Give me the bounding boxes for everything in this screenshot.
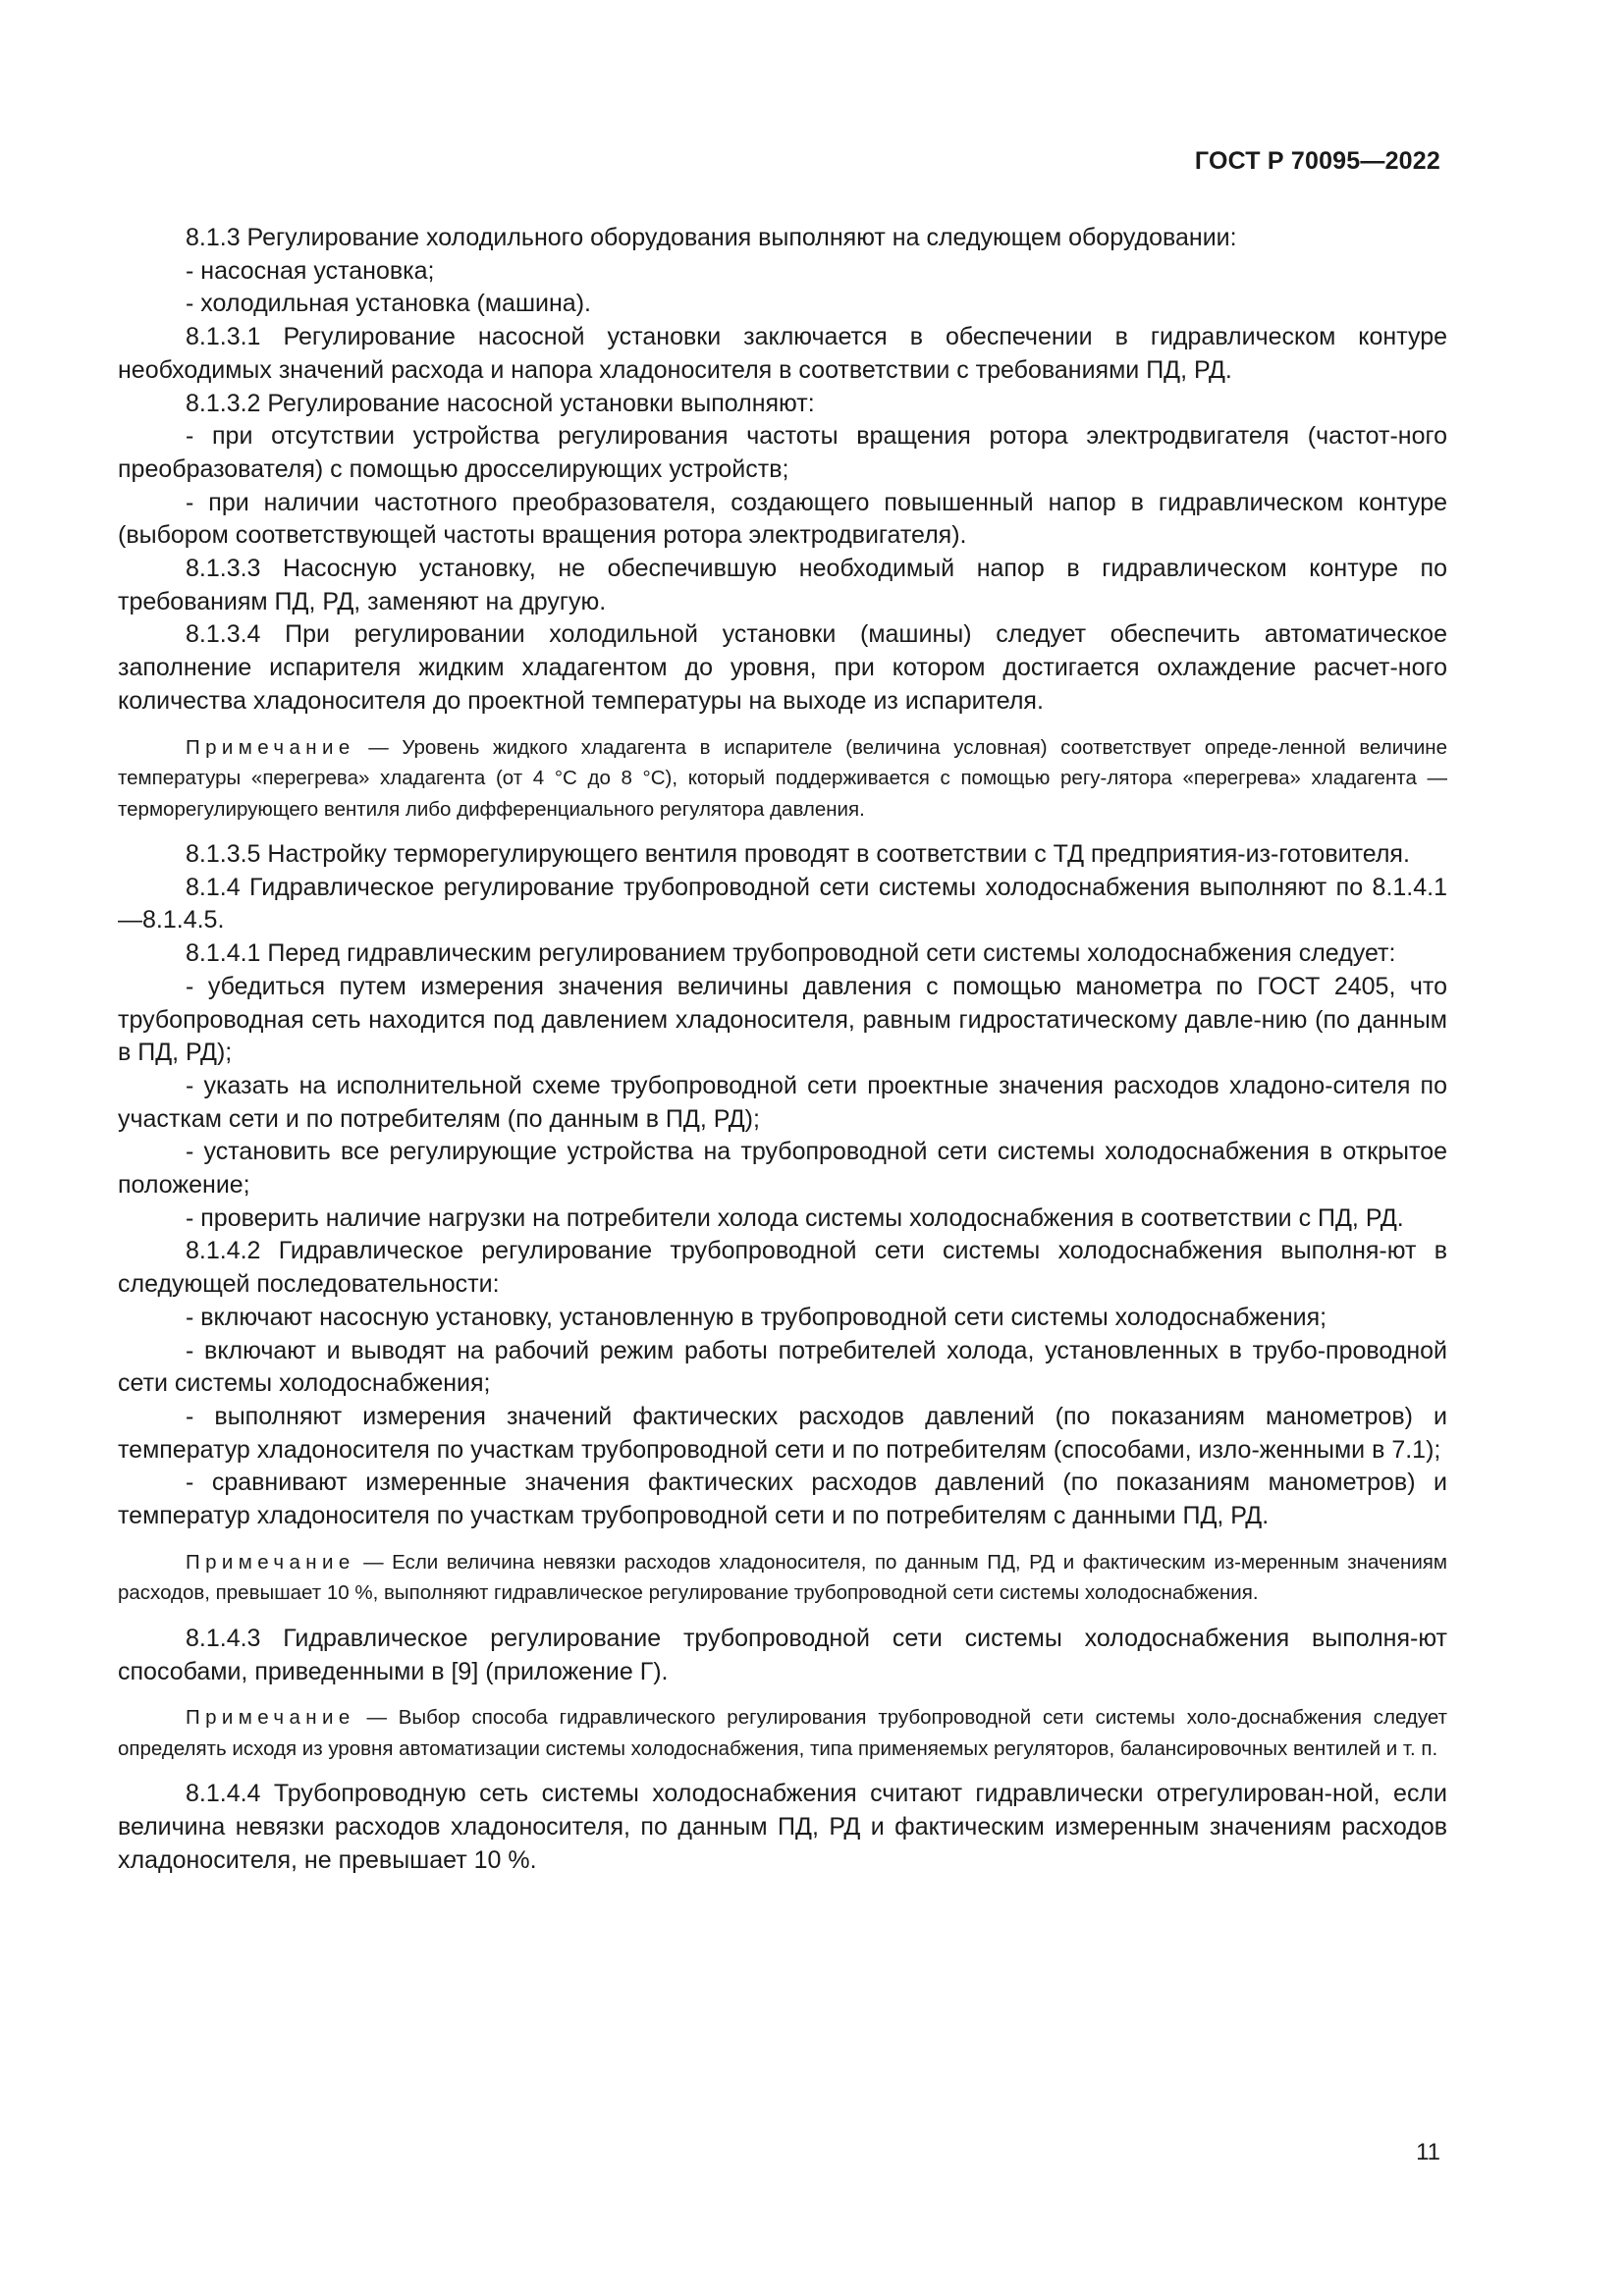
paragraph-8-1-3-1: 8.1.3.1 Регулирование насосной установки заключается в обеспечении в гидравлическом контуре необходимых значений расхода и напора хладоносителя в соответствии с требованиями ПД, РД. (118, 323, 1447, 384)
note-regulation-method (118, 1702, 1447, 1764)
list-item-check-load: - проверить наличие нагрузки на потребители холода системы холодоснабжения в соответствии с ПД, РД. (186, 1203, 1404, 1232)
list-item-pump-unit: - насосная установка; (186, 256, 435, 285)
list-item-no-frequency-converter: - при отсутствии устройства регулирования частоты вращения ротора электродвигателя (частот-ного преобразователя) с помощью дросселирующих устройств; (118, 422, 1447, 483)
paragraph-8-1-4-4: 8.1.4.4 Трубопроводную сеть системы холодоснабжения считают гидравлически отрегулирован-ной, если величина невязки расходов хладоносителя, по данным ПД, РД и фактическим измеренным значениям расходов хладоносителя, не превышает 10 %. (118, 1780, 1447, 1874)
note-label: Примечание (186, 735, 355, 759)
paragraph-8-1-3: 8.1.3 Регулирование холодильного оборудования выполняют на следующем оборудовании: (186, 224, 1237, 251)
paragraph-8-1-4-1: 8.1.4.1 Перед гидравлическим регулированием трубопроводной сети системы холодоснабжения следует: (186, 939, 1396, 968)
note-text: — Если величина невязки расходов хладоносителя, по данным ПД, РД и фактическим из-меренным значениям расходов, превышает 10 %, выполняют гидравлическое регулирование трубопроводной сети системы холодоснабжения. (118, 1550, 1447, 1605)
list-item-measure-values: - выполняют измерения значений фактических расходов давлений (по показаниям манометров) и температур хладоносителя по участкам трубопроводной сети и по потребителям (способами, изло-женными в 7.1); (118, 1403, 1447, 1464)
list-item-refrigeration-unit: - холодильная установка (машина). (186, 290, 591, 318)
list-item-start-pump: - включают насосную установку, установленную в трубопроводной сети системы холодоснабжения; (186, 1303, 1327, 1331)
note-flow-mismatch (118, 1547, 1447, 1609)
paragraph-8-1-4-2: 8.1.4.2 Гидравлическое регулирование трубопроводной сети системы холодоснабжения выполня-ют в следующей последовательности: (118, 1237, 1447, 1299)
document-body (118, 222, 1447, 1877)
page-number: 11 (1416, 2139, 1440, 2165)
list-item-indicate-flows: - указать на исполнительной схеме трубопроводной сети проектные значения расходов хладоно-сителя по участкам сети и по потребителям (по данным в ПД, РД); (118, 1071, 1447, 1133)
list-item-compare-values: - сравнивают измеренные значения фактических расходов давлений (по показаниям манометров) и температур хладоносителя по участкам трубопроводной сети и по потребителям с данными ПД, РД. (118, 1468, 1447, 1530)
paragraph-8-1-3-2: 8.1.3.2 Регулирование насосной установки выполняют: (186, 389, 815, 417)
list-item-check-pressure: - убедиться путем измерения значения величины давления с помощью манометра по ГОСТ 2405, что трубопроводная сеть находится под давлением хладоносителя, равным гидростатическому давле-нию (по данным в ПД, РД); (118, 972, 1447, 1067)
list-item-start-consumers: - включают и выводят на рабочий режим работы потребителей холода, установленных в трубо-проводной сети системы холодоснабжения; (118, 1336, 1447, 1398)
list-item-open-valves: - установить все регулирующие устройства на трубопроводной сети системы холодоснабжения в открытое положение; (118, 1138, 1447, 1200)
note-text: — Выбор способа гидравлического регулирования трубопроводной сети системы холо-доснабжения следует определять исходя из уровня автоматизации системы холодоснабжения, типа применяемых регуляторов, балансировочных вентилей и т. п. (118, 1706, 1447, 1760)
note-text: — Уровень жидкого хладагента в испарителе (величина условная) соответствует опреде-ленной величине температуры «перегрева» хладагента (от 4 °C до 8 °C), который поддерживается с помощью регу-лятора «перегрева» хладагента — терморегулирующего вентиля либо дифференциального регулятора давления. (118, 735, 1447, 821)
list-item-with-frequency-converter: - при наличии частотного преобразователя, создающего повышенный напор в гидравлическом контуре (выбором соответствующей частоты вращения ротора электродвигателя). (118, 488, 1447, 550)
note-label: Примечание (186, 1550, 355, 1574)
note-evaporator-level (118, 732, 1447, 826)
paragraph-8-1-4: 8.1.4 Гидравлическое регулирование трубопроводной сети системы холодоснабжения выполняют по 8.1.4.1—8.1.4.5. (118, 873, 1447, 934)
paragraph-8-1-4-3: 8.1.4.3 Гидравлическое регулирование трубопроводной сети системы холодоснабжения выполня-ют способами, приведенными в [9] (приложение Г). (118, 1624, 1447, 1685)
paragraph-8-1-3-4: 8.1.3.4 При регулировании холодильной установки (машины) следует обеспечить автоматическое заполнение испарителя жидким хладагентом до уровня, при котором достигается охлаждение расчет-ного количества хладоносителя до проектной температуры на выходе из испарителя. (118, 620, 1447, 715)
paragraph-8-1-3-5: 8.1.3.5 Настройку терморегулирующего вентиля проводят в соответствии с ТД предприятия-из-готовителя. (186, 840, 1410, 869)
document-code-header: ГОСТ Р 70095—2022 (1194, 147, 1440, 175)
paragraph-8-1-3-3: 8.1.3.3 Насосную установку, не обеспечившую необходимый напор в гидравлическом контуре по требованиям ПД, РД, заменяют на другую. (118, 555, 1447, 615)
note-label: Примечание (186, 1706, 355, 1730)
